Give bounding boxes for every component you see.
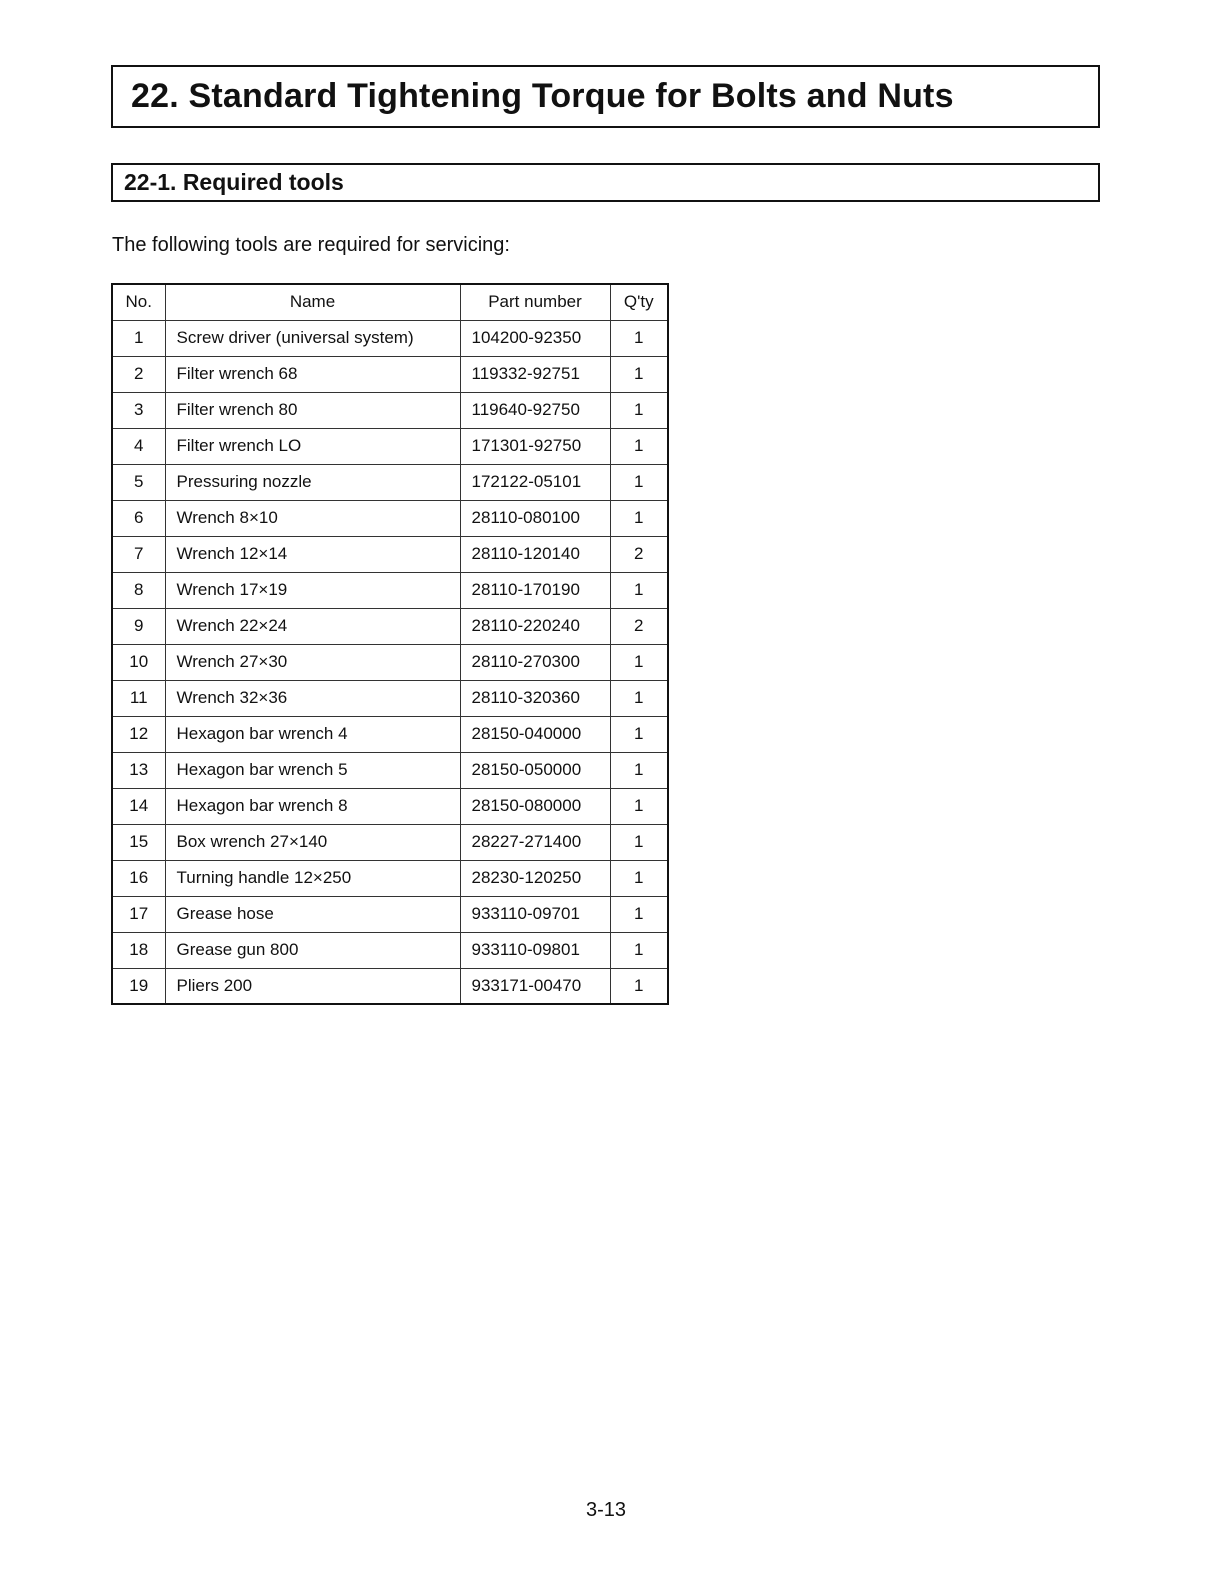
cell-no: 15 — [112, 824, 165, 860]
cell-no: 17 — [112, 896, 165, 932]
cell-name: Pliers 200 — [165, 968, 460, 1004]
header-no: No. — [112, 284, 165, 320]
cell-qty: 1 — [610, 356, 668, 392]
header-name: Name — [165, 284, 460, 320]
cell-qty: 1 — [610, 716, 668, 752]
cell-qty: 1 — [610, 968, 668, 1004]
cell-part-number: 933110-09701 — [460, 896, 610, 932]
table-row — [112, 824, 668, 860]
cell-part-number: 28227-271400 — [460, 824, 610, 860]
cell-qty: 1 — [610, 896, 668, 932]
cell-name: Hexagon bar wrench 4 — [165, 716, 460, 752]
cell-no: 2 — [112, 356, 165, 392]
cell-no: 4 — [112, 428, 165, 464]
cell-part-number: 119640-92750 — [460, 392, 610, 428]
cell-name: Hexagon bar wrench 5 — [165, 752, 460, 788]
cell-name: Wrench 17×19 — [165, 572, 460, 608]
table-row — [112, 716, 668, 752]
cell-qty: 1 — [610, 644, 668, 680]
cell-part-number: 933110-09801 — [460, 932, 610, 968]
header-qty: Q'ty — [610, 284, 668, 320]
cell-qty: 1 — [610, 680, 668, 716]
table-row — [112, 536, 668, 572]
table-row — [112, 464, 668, 500]
cell-no: 14 — [112, 788, 165, 824]
cell-part-number: 104200-92350 — [460, 320, 610, 356]
cell-name: Wrench 27×30 — [165, 644, 460, 680]
cell-part-number: 28110-220240 — [460, 608, 610, 644]
cell-no: 11 — [112, 680, 165, 716]
cell-qty: 1 — [610, 572, 668, 608]
table-row — [112, 500, 668, 536]
cell-part-number: 28110-320360 — [460, 680, 610, 716]
table-row — [112, 968, 668, 1004]
section-title-box — [111, 163, 1100, 202]
cell-name: Screw driver (universal system) — [165, 320, 460, 356]
cell-qty: 1 — [610, 824, 668, 860]
cell-name: Grease gun 800 — [165, 932, 460, 968]
cell-no: 12 — [112, 716, 165, 752]
cell-no: 16 — [112, 860, 165, 896]
cell-qty: 1 — [610, 320, 668, 356]
cell-part-number: 172122-05101 — [460, 464, 610, 500]
cell-no: 7 — [112, 536, 165, 572]
cell-no: 5 — [112, 464, 165, 500]
header-part-number: Part number — [460, 284, 610, 320]
table-header-row — [112, 284, 668, 320]
table-row — [112, 320, 668, 356]
table-row — [112, 644, 668, 680]
cell-name: Hexagon bar wrench 8 — [165, 788, 460, 824]
cell-name: Wrench 8×10 — [165, 500, 460, 536]
cell-qty: 1 — [610, 428, 668, 464]
cell-part-number: 28110-270300 — [460, 644, 610, 680]
table-row — [112, 572, 668, 608]
cell-qty: 2 — [610, 536, 668, 572]
cell-part-number: 119332-92751 — [460, 356, 610, 392]
cell-name: Pressuring nozzle — [165, 464, 460, 500]
table-row — [112, 896, 668, 932]
chapter-title-box — [111, 65, 1100, 128]
cell-no: 10 — [112, 644, 165, 680]
cell-part-number: 933171-00470 — [460, 968, 610, 1004]
cell-part-number: 28110-120140 — [460, 536, 610, 572]
cell-no: 18 — [112, 932, 165, 968]
cell-no: 3 — [112, 392, 165, 428]
table-row — [112, 860, 668, 896]
table-row — [112, 356, 668, 392]
cell-name: Wrench 22×24 — [165, 608, 460, 644]
table-row — [112, 392, 668, 428]
cell-qty: 1 — [610, 392, 668, 428]
cell-part-number: 28150-040000 — [460, 716, 610, 752]
cell-part-number: 28150-080000 — [460, 788, 610, 824]
section-title: 22-1. Required tools — [124, 169, 344, 195]
cell-part-number: 28150-050000 — [460, 752, 610, 788]
cell-no: 9 — [112, 608, 165, 644]
chapter-title: 22. Standard Tightening Torque for Bolts and Nuts — [131, 77, 954, 115]
table-row — [112, 788, 668, 824]
cell-name: Filter wrench LO — [165, 428, 460, 464]
cell-qty: 1 — [610, 788, 668, 824]
cell-name: Filter wrench 80 — [165, 392, 460, 428]
table-row — [112, 428, 668, 464]
cell-qty: 1 — [610, 860, 668, 896]
table-row — [112, 680, 668, 716]
page-number: 3-13 — [585, 1499, 627, 1521]
cell-no: 13 — [112, 752, 165, 788]
table-row — [112, 932, 668, 968]
cell-name: Wrench 32×36 — [165, 680, 460, 716]
cell-qty: 1 — [610, 464, 668, 500]
cell-no: 6 — [112, 500, 165, 536]
cell-no: 19 — [112, 968, 165, 1004]
cell-name: Box wrench 27×140 — [165, 824, 460, 860]
cell-name: Wrench 12×14 — [165, 536, 460, 572]
cell-part-number: 171301-92750 — [460, 428, 610, 464]
cell-name: Grease hose — [165, 896, 460, 932]
cell-qty: 1 — [610, 500, 668, 536]
cell-part-number: 28230-120250 — [460, 860, 610, 896]
cell-part-number: 28110-170190 — [460, 572, 610, 608]
cell-no: 8 — [112, 572, 165, 608]
table-row — [112, 752, 668, 788]
intro-text: The following tools are required for servicing: — [112, 234, 510, 256]
cell-name: Turning handle 12×250 — [165, 860, 460, 896]
cell-no: 1 — [112, 320, 165, 356]
table-row — [112, 608, 668, 644]
cell-qty: 1 — [610, 932, 668, 968]
cell-qty: 1 — [610, 752, 668, 788]
cell-name: Filter wrench 68 — [165, 356, 460, 392]
cell-qty: 2 — [610, 608, 668, 644]
cell-part-number: 28110-080100 — [460, 500, 610, 536]
required-tools-table — [111, 283, 669, 1005]
table-body — [112, 320, 668, 1004]
